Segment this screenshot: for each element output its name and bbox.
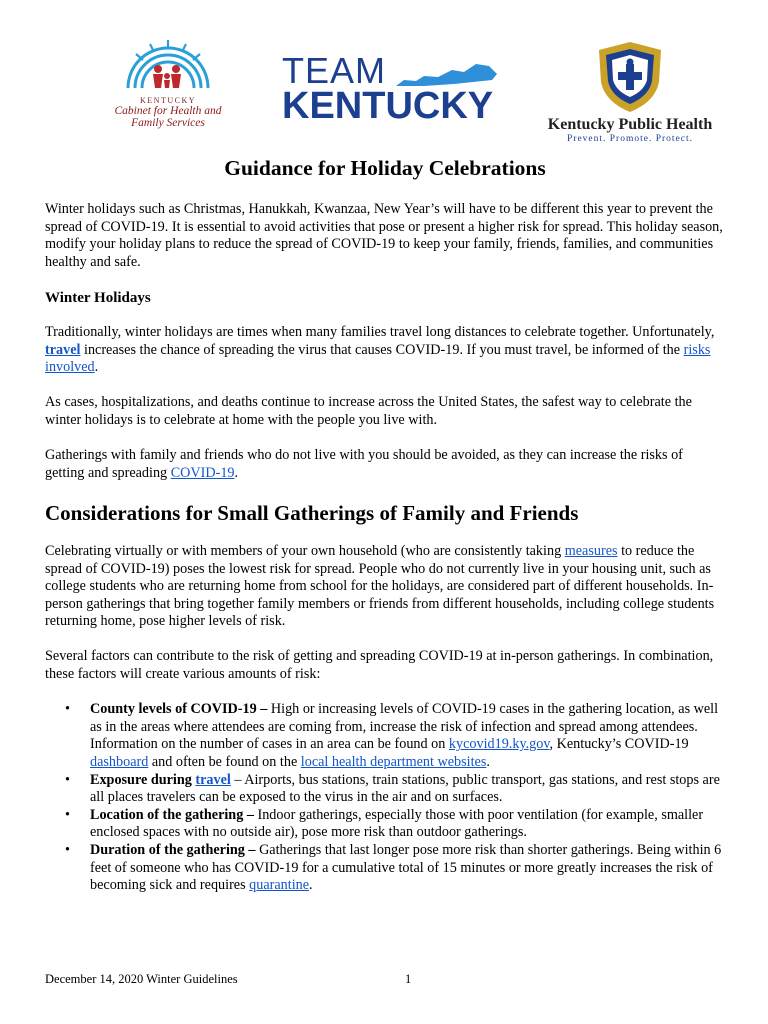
list-item: • Duration of the gathering – Gatherings that last longer pose more risk than shorter gatherings. Being within 6 feet of someone who has COVID-19 for a cumulative total of 15 minutes or more greatly increases the risk of becoming sick and requires quarantine. (65, 842, 722, 894)
list-item: • Exposure during travel – Airports, bus stations, train stations, public transport, gas stations, and rest stops are all places travelers can be exposed to the virus in the air and on surfaces. (65, 771, 720, 806)
considerations-heading: Considerations for Small Gatherings of Family and Friends (45, 500, 579, 525)
chfs-state: KENTUCKY (140, 96, 196, 105)
risks-involved-link[interactable]: risks involved (45, 341, 711, 376)
winter-paragraph-1: Traditionally, winter holidays are times when many families travel long distances to celebrate together. Unfortunately, travel increases the chance of spreading the virus that causes COVID-19. If you must travel, be informed of the risks involved. (45, 323, 715, 376)
winter-holidays-heading: Winter Holidays (45, 289, 151, 306)
chfs-name-line2: Family Services (131, 117, 205, 129)
risk-factor-list (45, 701, 725, 895)
kph-tagline: Prevent. Promote. Protect. (567, 134, 693, 144)
considerations-paragraph-1: Celebrating virtually or with members of your own household (who are consistently taking measures to reduce the spread of COVID-19) poses the lowest risk for spread. People who do not currently live in your housing unit, such as college students who are returning home from school for the holidays, are considered part of different households. In-person gatherings that bring together family members or friends from different households, including college students returning home, pose higher levels of risk. (45, 542, 715, 630)
quarantine-link[interactable]: quarantine (249, 877, 310, 894)
kph-logo (530, 40, 730, 144)
team-kentucky-logo (282, 50, 507, 127)
considerations-paragraph-2: Several factors can contribute to the risk of getting and spreading COVID-19 at in-person gatherings. In combination, these factors will create various amounts of risk: (45, 648, 714, 683)
page-footer (45, 972, 725, 987)
covid19-link[interactable]: COVID-19 (170, 464, 235, 481)
travel-link-2[interactable]: travel (195, 771, 231, 788)
bullet-icon: • (65, 771, 70, 788)
chfs-logo (108, 36, 228, 129)
chfs-name-line1: Cabinet for Health and (114, 105, 222, 117)
kph-name: Kentucky Public Health (547, 116, 713, 133)
document-body (45, 155, 725, 895)
intro-paragraph: Winter holidays such as Christmas, Hanukkah, Kwanzaa, New Year’s will have to be different this year to prevent the spread of COVID-19. It is essential to avoid activities that pose or present a higher risk for spread. This holiday season, modify your holiday plans to reduce the spread of COVID-19 to keep your family, friends, families, and communities healthy and safe. (45, 201, 723, 270)
kentucky-state-icon (394, 62, 499, 88)
travel-link[interactable]: travel (45, 341, 81, 358)
page-number: 1 (405, 972, 412, 986)
kycovid19-link[interactable]: kycovid19.ky.gov (448, 736, 550, 753)
kentucky-wordmark: KENTUCKY (282, 85, 494, 127)
measures-link[interactable]: measures (564, 542, 618, 559)
footer-date: December 14, 2020 Winter Guidelines (45, 972, 238, 986)
bullet-icon: • (65, 842, 70, 858)
list-item: • County levels of COVID-19 – High or increasing levels of COVID-19 cases in the gathering location, as well as in the areas where attendees are coming from, increase the risk of infection and spread among attendees. Information on the number of cases in an area can be found on kycovid19.ky.gov, Kentucky’s COVID-19 dashboard and often be found on the local health department websites. (65, 701, 719, 771)
winter-paragraph-2: As cases, hospitalizations, and deaths continue to increase across the United States, the safest way to celebrate the winter holidays is to celebrate at home with the people you live with. (45, 394, 692, 428)
logo-bar (0, 36, 768, 146)
local-health-department-link[interactable]: local health department websites (300, 754, 487, 771)
chfs-emblem-icon (118, 36, 218, 94)
kph-shield-icon (593, 40, 667, 114)
winter-paragraph-3: Gatherings with family and friends who do not live with you should be avoided, as they can increase the risks of getting and spreading COVID-19. (45, 447, 683, 481)
dashboard-link[interactable]: dashboard (90, 754, 149, 771)
list-item: • Location of the gathering – Indoor gatherings, especially those with poor ventilation (for example, smaller enclosed spaces with no outside air), pose more risk than outdoor gatherings. (65, 806, 704, 841)
bullet-icon: • (65, 806, 70, 823)
bullet-icon: • (65, 701, 70, 718)
page-title: Guidance for Holiday Celebrations (224, 156, 546, 180)
team-wordmark: TEAM (282, 54, 507, 88)
